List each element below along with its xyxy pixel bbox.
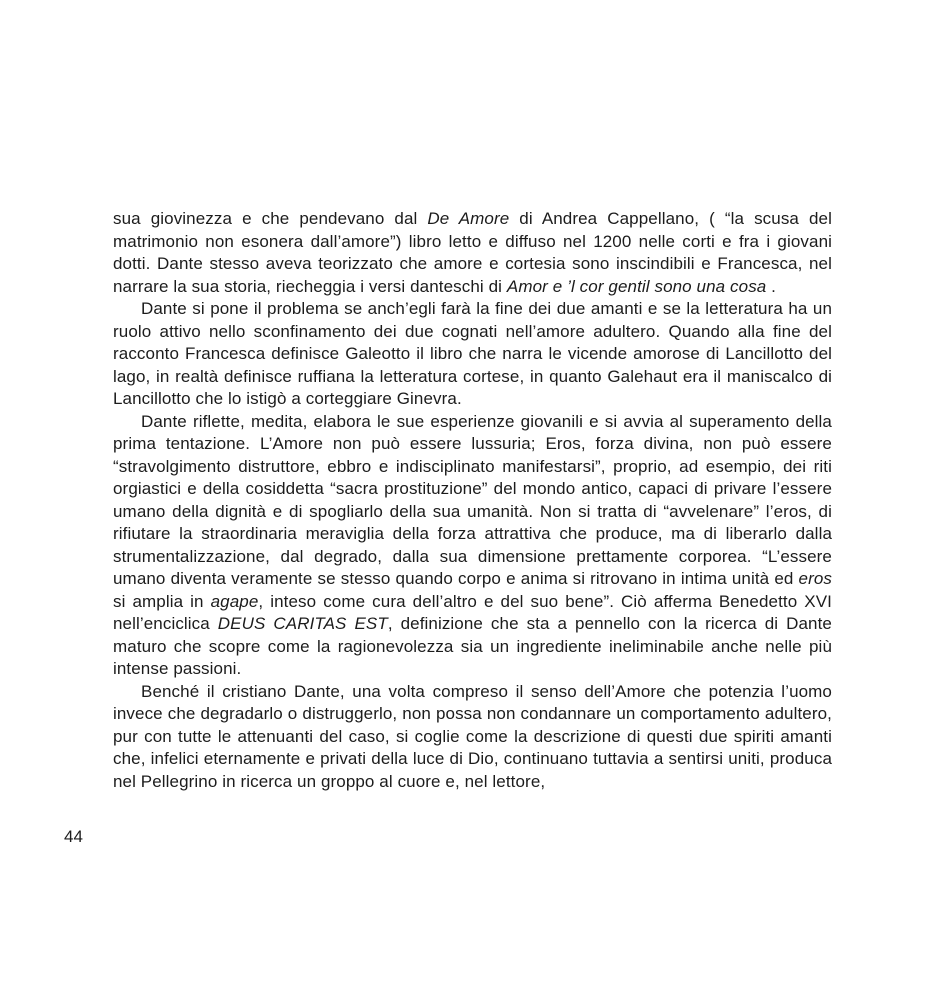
italic-text-run: eros — [798, 569, 832, 588]
text-run: di Andrea Cappellano, ( “la scusa del matrimonio non esonera dall’amore”) libro letto e diffuso nel 1200 nelle corti e fra i giovani dotti. Dante stesso aveva teorizzato che amore e cortesia sono inscindibili e Francesca, nel narrare la sua storia, riecheggia i versi danteschi di — [113, 209, 832, 296]
text-run: . — [766, 276, 777, 296]
text-run: Dante si pone il problema se anch’egli farà la fine dei due amanti e se la letteratura ha un ruolo attivo nello sconfinamento dei due cognati nell’amore adultero. Quando alla fine del racconto Francesca definisce Galeotto il libro che narra le vicende amorose di Lancillotto del lago, in realtà definisce ruffiana la letteratura cortese, in quanto Galehaut era il maniscalco di Lancillotto che lo istigò a corteggiare Ginevra. — [113, 299, 832, 408]
text-run: , inteso come cura dell’altro e del suo bene”. Ciò afferma Benedetto XVI nell’enciclica — [113, 591, 832, 633]
italic-text-run: Amor e ’l cor gentil sono una cosa — [506, 276, 767, 296]
italic-text-run: DEUS CARITAS EST — [217, 614, 388, 633]
paragraph-4 — [113, 681, 832, 794]
paragraph-2 — [113, 298, 832, 411]
italic-text-run: agape — [210, 591, 259, 611]
text-run: Benché il cristiano Dante, una volta compreso il senso dell’Amore che potenzia l’uomo invece che degradarlo o distruggerlo, non possa non condannare un comportamento adultero, pur con tutte le attenuanti del caso, si coglie come la descrizione di questi due spiriti amanti che, infelici eternamente e privati della luce di Dio, continuano tuttavia a sentirsi uniti, produca nel Pellegrino in ricerca un groppo al cuore e, nel lettore, — [113, 681, 832, 791]
page-text — [113, 208, 832, 793]
page-number: 44 — [64, 827, 83, 846]
italic-text-run: De Amore — [427, 209, 510, 228]
text-run: Dante riflette, medita, elabora le sue esperienze giovanili e si avvia al superamento della prima tentazione. L’Amore non può essere lussuria; Eros, forza divina, non può essere “stravolgimento distruttore, ebbro e indisciplinato manifestarsi”, proprio, ad esempio, dei riti orgiastici e della cosiddetta “sacra prostituzione” del mondo antico, capaci di privare l’essere umano della dignità e di spogliarlo della sua umanità. Non si tratta di “avvelenare” l’eros, di rifiutare la straordinaria meraviglia della forza attrattiva che produce, ma di liberarlo dalla strumentalizzazione, dal degrado, dalla sua dimensione prettamente corporea. “L’essere umano diventa veramente se stesso quando corpo e anima si ritrovano in intima unità ed — [113, 411, 832, 588]
text-run: sua giovinezza e che pendevano dal — [113, 209, 428, 228]
paragraph-1 — [113, 208, 832, 298]
text-run: , definizione che sta a pennello con la ricerca di Dante maturo che scopre come la ragionevolezza sia un ingrediente ineliminabile anche nelle più intense passioni. — [113, 614, 832, 678]
text-run: si amplia in — [113, 591, 211, 611]
paragraph-3 — [113, 411, 832, 681]
